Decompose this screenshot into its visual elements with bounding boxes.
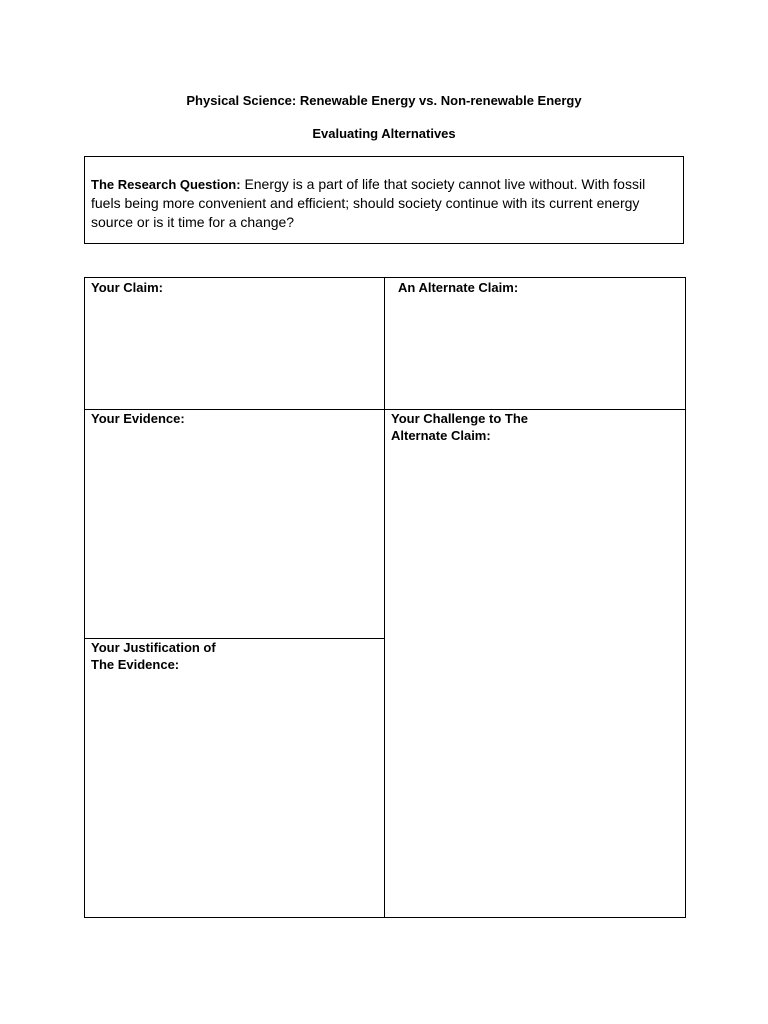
your-evidence-cell[interactable] <box>91 410 381 427</box>
challenge-cell[interactable] <box>391 410 681 444</box>
justification-label: Your Justification of The Evidence: <box>91 640 216 672</box>
document-subtitle: Evaluating Alternatives <box>312 126 456 141</box>
research-question-box <box>84 156 684 244</box>
challenge-label: Your Challenge to The Alternate Claim: <box>391 411 528 443</box>
research-question-text: Energy is a part of life that society cannot live without. With fossil fuels being more convenient and efficient; should society continue with its current energy source or is it time for a change? <box>91 176 646 230</box>
alternate-claim-label: An Alternate Claim: <box>398 280 519 295</box>
your-claim-cell[interactable] <box>91 279 381 296</box>
column-divider <box>384 278 385 917</box>
document-title: Physical Science: Renewable Energy vs. Non-renewable Energy <box>186 93 582 108</box>
your-evidence-label: Your Evidence: <box>91 411 185 426</box>
claim-evidence-organizer <box>84 277 686 918</box>
research-question-label: The Research Question: <box>91 177 241 192</box>
alternate-claim-cell[interactable] <box>398 279 683 296</box>
justification-cell[interactable] <box>91 639 381 673</box>
your-claim-label: Your Claim: <box>91 280 163 295</box>
